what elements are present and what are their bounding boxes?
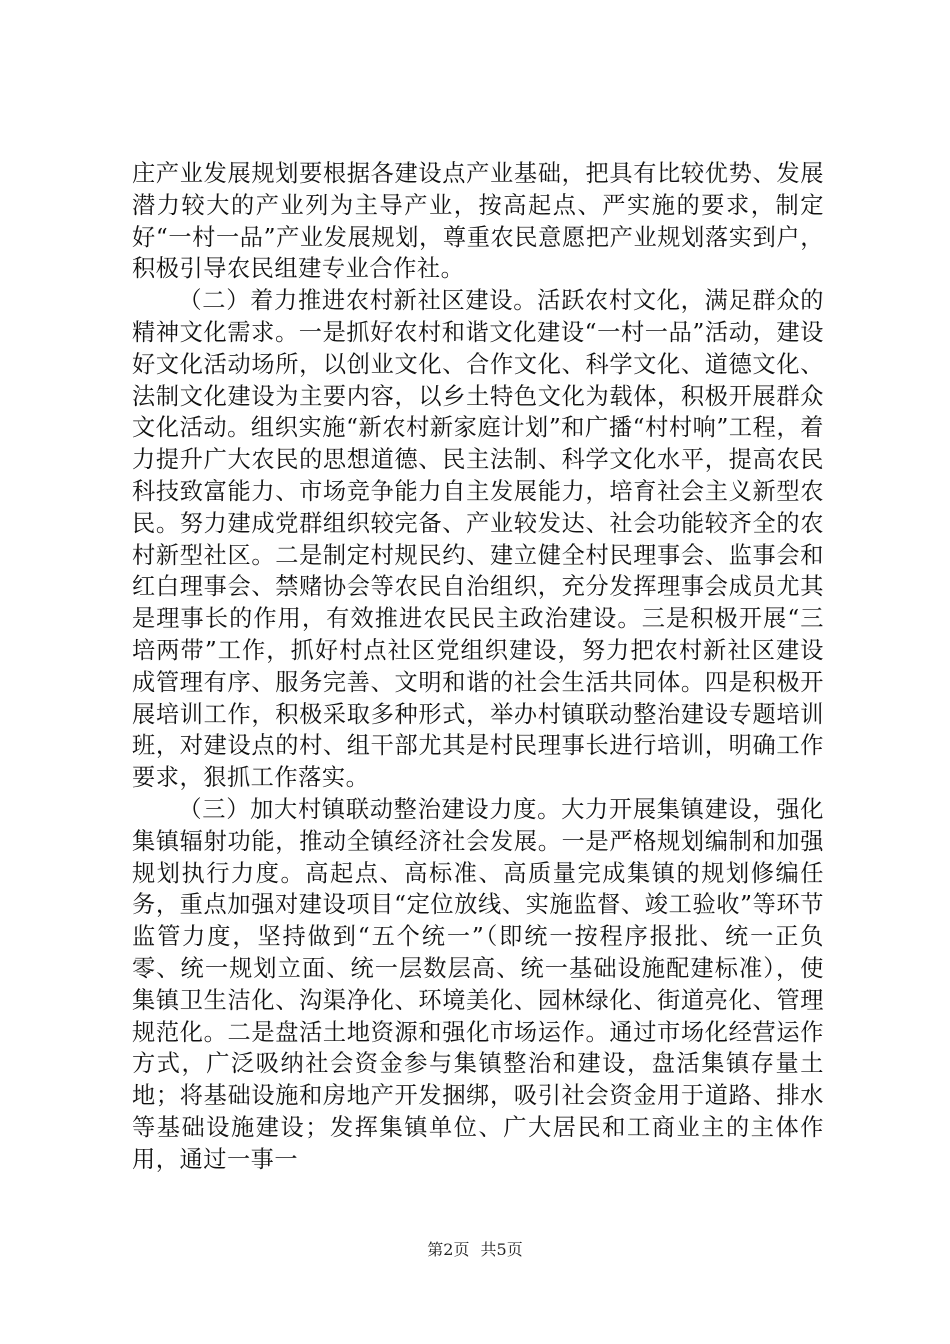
- paragraph-continuation: 庄产业发展规划要根据各建设点产业基础，把具有比较优势、发展潜力较大的产业列为主导产业，按高起点、严实施的要求，制定好“一村一品”产业发展规划，尊重农民意愿把产业规划落实到户，积极引导农民组建专业合作社。: [132, 160, 824, 283]
- document-body: [132, 158, 824, 1176]
- paragraph-section-2: （二）着力推进农村新社区建设。活跃农村文化，满足群众的精神文化需求。一是抓好农村和谐文化建设“一村一品”活动，建设好文化活动场所，以创业文化、合作文化、科学文化、道德文化、法制文化建设为主要内容，以乡土特色文化为载体，积极开展群众文化活动。组织实施“新农村新家庭计划”和广播“村村响”工程，着力提升广大农民的思想道德、民主法制、科学文化水平，提高农民科技致富能力、市场竞争能力自主发展能力，培育社会主义新型农民。努力建成党群组织较完备、产业较发达、社会功能较齐全的农村新型社区。二是制定村规民约、建立健全村民理事会、监事会和红白理事会、禁赌协会等农民自治组织，充分发挥理事会成员尤其是理事长的作用，有效推进农民民主政治建设。三是积极开展“三培两带”工作，抓好村点社区党组织建设，努力把农村新社区建设成管理有序、服务完善、文明和谐的社会生活共同体。四是积极开展培训工作，积极采取多种形式，举办村镇联动整治建设专题培训班，对建设点的村、组干部尤其是村民理事长进行培训，明确工作要求，狠抓工作落实。: [132, 287, 824, 792]
- page-footer: [0, 1240, 950, 1260]
- page-number: 第2页: [427, 1240, 470, 1259]
- paragraph-section-3: （三）加大村镇联动整治建设力度。大力开展集镇建设，强化集镇辐射功能，推动全镇经济社会发展。一是严格规划编制和加强规划执行力度。高起点、高标准、高质量完成集镇的规划修编任务，重点加强对建设项目“定位放线、实施监督、竣工验收”等环节监管力度，坚持做到“五个统一”（即统一按程序报批、统一正负零、统一规划立面、统一层数层高、统一基础设施配建标准），使集镇卫生洁化、沟渠净化、环境美化、园林绿化、街道亮化、管理规范化。二是盘活土地资源和强化市场运作。通过市场化经营运作方式，广泛吸纳社会资金参与集镇整治和建设，盘活集镇存量土地；将基础设施和房地产开发捆绑，吸引社会资金用于道路、排水等基础设施建设；发挥集镇单位、广大居民和工商业主的主体作用，通过一事一: [132, 795, 824, 1173]
- page-total: 共5页: [480, 1240, 523, 1259]
